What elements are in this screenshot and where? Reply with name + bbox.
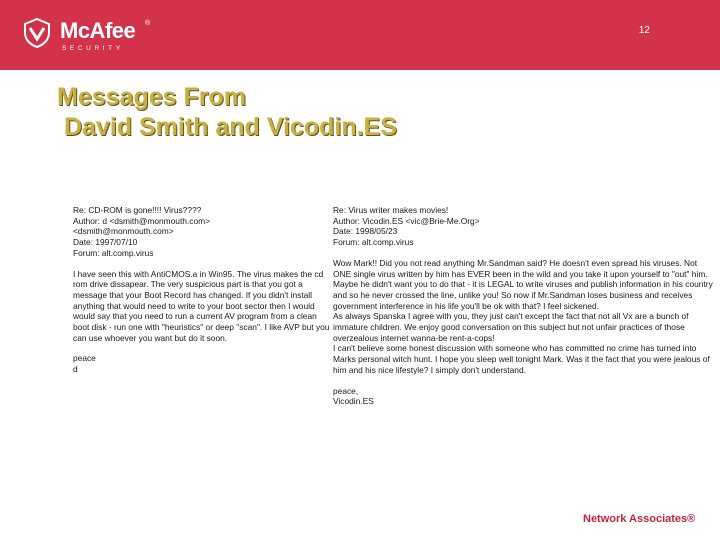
right-post-signature: Vicodin.ES — [333, 396, 374, 407]
slide-title-line-1: Messages From — [57, 83, 246, 111]
logo-subtext: SECURITY — [62, 45, 124, 52]
right-post-paragraph-3: I can't believe some honest discussion with someone who has committed no crime has turned into Marks personal witch hunt. I hope you sleep well tonight Mark. Was it the fact that you were jealous of him and his nice lifestyle? I simply don't understand. — [333, 343, 710, 375]
left-post-date: Date: 1997/07/10 — [73, 237, 138, 248]
left-post — [73, 205, 331, 375]
left-post-subject: Re: CD-ROM is gone!!!! Virus???? — [73, 205, 202, 215]
left-post-author: Author: d <dsmith@monmouth.com> — [73, 215, 210, 226]
left-post-forum: Forum: alt.comp.virus — [73, 247, 154, 258]
slide-title-line-2: David Smith and Vicodin.ES — [57, 113, 397, 141]
logo-registered-mark: ® — [145, 20, 151, 27]
slide-header-bar — [0, 0, 720, 70]
page-number: 12 — [638, 25, 650, 36]
right-post-paragraph-2: As always Spanska I agree with you, they just can't except the fact that not all Vx are a bunch of immature children. We enjoy good conversation on this subject but not unfair practices of those overzealous internet wanna-be rent-a-cops! — [333, 311, 689, 343]
right-post-header — [333, 205, 715, 248]
right-post-author: Author: Vicodin.ES <vic@Brie-Me.Org> — [333, 215, 480, 226]
left-post-signoff: peace — [73, 353, 96, 364]
logo-wordmark: McAfee — [60, 18, 136, 43]
right-post — [333, 205, 715, 407]
right-post-forum: Forum: alt.comp.virus — [333, 237, 414, 248]
right-post-subject: Re: Virus writer makes movies! — [333, 205, 449, 215]
shield-icon — [22, 18, 52, 48]
network-associates-logo: Network Associates® — [583, 513, 696, 525]
left-post-header — [73, 205, 331, 259]
mcafee-logo — [22, 16, 151, 56]
right-post-signoff: peace, — [333, 385, 359, 396]
right-post-date: Date: 1998/05/23 — [333, 226, 398, 237]
left-post-author-email: <dsmith@monmouth.com> — [73, 226, 174, 237]
slide-title — [57, 82, 397, 142]
right-post-paragraph-1: Wow Mark!! Did you not read anything Mr.Sandman said? He doesn't even spread his viruses. Not ONE single virus written by him has EVER been in the wild and you take it upon yourself to "out" him. Maybe he didn't want you to do that - it is LEGAL to write viruses and publish information in his country and so he never crossed the line, unlike you! So now if Mr.Sandman loses business and receives government interference in his life you'll be ok with that? I feel sickened. — [333, 257, 713, 311]
left-post-signature: d — [73, 364, 78, 375]
left-post-body: I have seen this with AntiCMOS.a in Win95. The virus makes the cd rom drive dissapear. The very suspicious part is that you got a message that your Boot Record has changed. If you didn't install anything that would need to write to your boot sector then I would would say that you need to run a current AV program from a clean boot disk - run one with "heuristics" or deep "scan". I like AVP but you can use whoever you want but do it soon. — [73, 268, 330, 343]
